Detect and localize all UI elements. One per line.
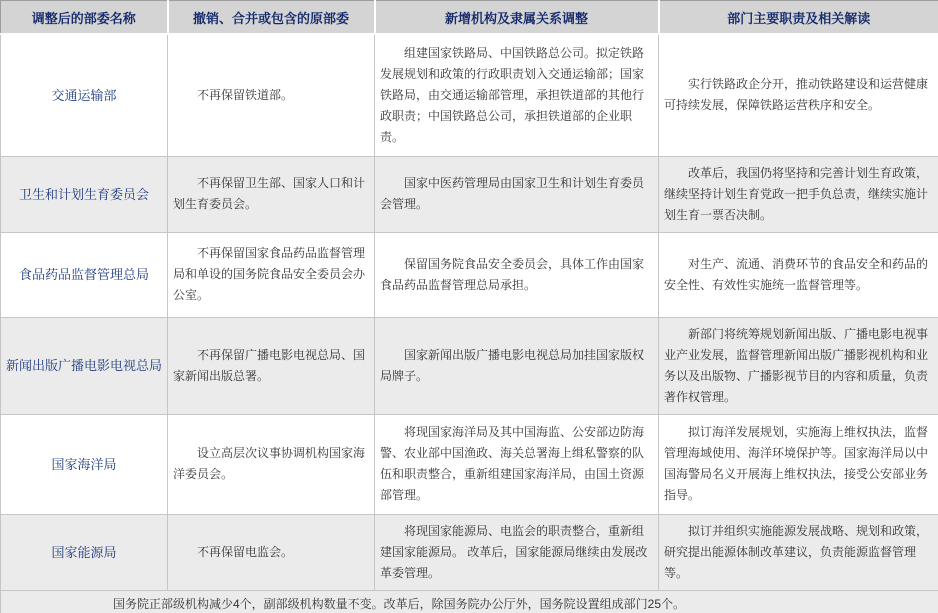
footer-note: 国务院正部级机构减少4个，副部级机构数量不变。改革后，除国务院办公厅外，国务院设置组成部门25个。 xyxy=(1,590,938,613)
table-row xyxy=(1,317,938,414)
table-row xyxy=(1,514,938,590)
duties-cell: 拟订海洋发展规划，实施海上维权执法，监督管理海域使用、海洋环境保护等。国家海洋局以中国海警局名义开展海上维权执法，接受公安部业务指导。 xyxy=(659,414,938,514)
duties-cell: 拟订并组织实施能源发展战略、规划和政策，研究提出能源体制改革建议，负责能源监督管理等。 xyxy=(659,514,938,590)
header-abolished-merged: 撤销、合并或包含的原部委 xyxy=(168,1,375,35)
ministry-name: 新闻出版广播电影电视总局 xyxy=(1,317,168,414)
new-org-cell: 将现国家能源局、电监会的职责整合，重新组建国家能源局。 改革后，国家能源局继续由发展改革委管理。 xyxy=(375,514,659,590)
table-row xyxy=(1,34,938,156)
ministry-name: 国家海洋局 xyxy=(1,414,168,514)
table-row xyxy=(1,156,938,232)
ministry-name: 卫生和计划生育委员会 xyxy=(1,156,168,232)
duties-cell: 改革后，我国仍将坚持和完善计划生育政策，继续坚持计划生育党政一把手负总责，继续实施计划生育一票否决制。 xyxy=(659,156,938,232)
new-org-cell: 保留国务院食品安全委员会，具体工作由国家食品药品监督管理总局承担。 xyxy=(375,232,659,317)
new-org-cell: 将现国家海洋局及其中国海监、公安部边防海警、农业部中国渔政、海关总署海上缉私警察的队伍和职责整合，重新组建国家海洋局，由国土资源部管理。 xyxy=(375,414,659,514)
abolished-merged-cell: 设立高层次议事协调机构国家海洋委员会。 xyxy=(168,414,375,514)
ministry-name: 国家能源局 xyxy=(1,514,168,590)
table-header-row xyxy=(1,1,938,35)
ministry-name: 食品药品监督管理总局 xyxy=(1,232,168,317)
new-org-cell: 国家新闻出版广播电影电视总局加挂国家版权局牌子。 xyxy=(375,317,659,414)
header-new-org-adjustment: 新增机构及隶属关系调整 xyxy=(375,1,659,35)
table-row xyxy=(1,232,938,317)
table-row xyxy=(1,414,938,514)
new-org-cell: 组建国家铁路局、中国铁路总公司。拟定铁路发展规划和政策的行政职责划入交通运输部；国家铁路局，由交通运输部管理，承担铁道部的其他行政职责；中国铁路总公司，承担铁道部的企业职责。 xyxy=(375,34,659,156)
duties-cell: 实行铁路政企分开，推动铁路建设和运营健康可持续发展，保障铁路运营秩序和安全。 xyxy=(659,34,938,156)
table-footer-row xyxy=(1,590,938,613)
header-adjusted-ministry-name: 调整后的部委名称 xyxy=(1,1,168,35)
abolished-merged-cell: 不再保留广播电影电视总局、国家新闻出版总署。 xyxy=(168,317,375,414)
abolished-merged-cell: 不再保留国家食品药品监督管理局和单设的国务院食品安全委员会办公室。 xyxy=(168,232,375,317)
ministry-name: 交通运输部 xyxy=(1,34,168,156)
duties-cell: 新部门将统筹规划新闻出版、广播电影电视事业产业发展，监督管理新闻出版广播影视机构和业务以及出版物、广播影视节目的内容和质量，负责著作权管理。 xyxy=(659,317,938,414)
abolished-merged-cell: 不再保留卫生部、国家人口和计划生育委员会。 xyxy=(168,156,375,232)
abolished-merged-cell: 不再保留铁道部。 xyxy=(168,34,375,156)
duties-cell: 对生产、流通、消费环节的食品安全和药品的安全性、有效性实施统一监督管理等。 xyxy=(659,232,938,317)
header-duties-interpretation: 部门主要职责及相关解读 xyxy=(659,1,938,35)
abolished-merged-cell: 不再保留电监会。 xyxy=(168,514,375,590)
new-org-cell: 国家中医药管理局由国家卫生和计划生育委员会管理。 xyxy=(375,156,659,232)
